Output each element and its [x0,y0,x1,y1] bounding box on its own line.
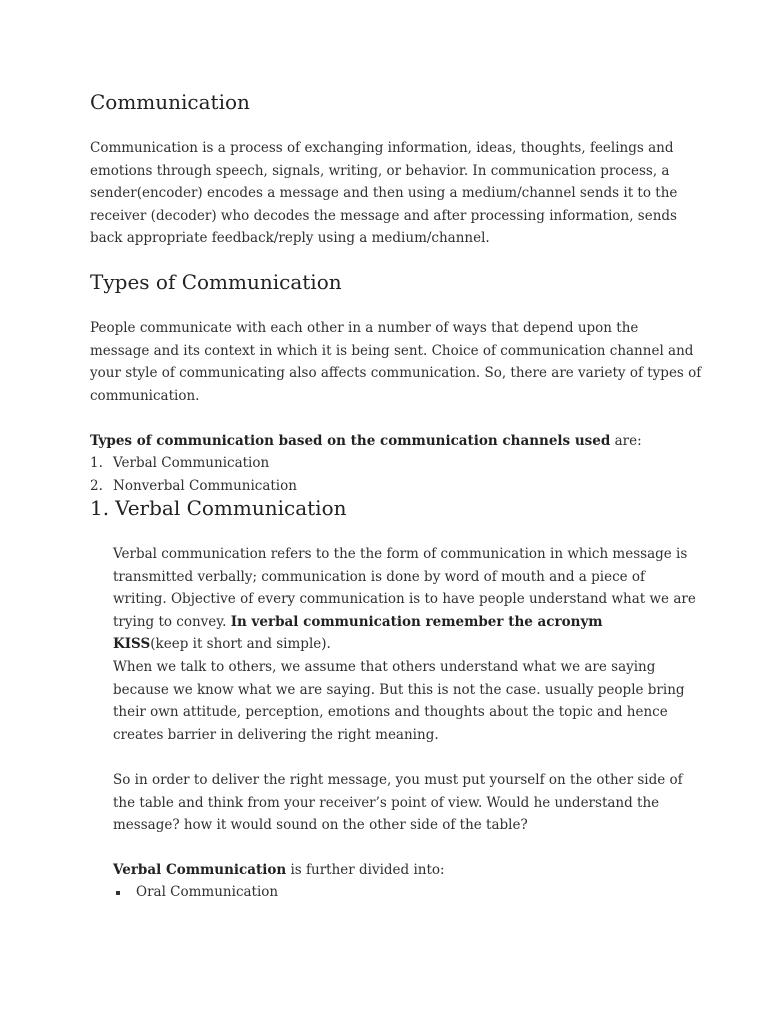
list-item-text: Oral Communication [136,884,279,900]
page-title: Communication [90,90,250,114]
kiss-acronym: KISS [113,636,151,653]
square-bullet-icon [116,891,120,895]
verbal-line: their own attitude, perception, emotions and thoughts about the topic and hence [113,704,668,721]
list-number: 1. [90,455,103,471]
list-number: 2. [90,478,103,494]
types-line: People communicate with each other in a number of ways that depend upon the [90,320,639,336]
list-item [0,475,768,498]
channels-intro-rest: are: [610,433,642,449]
kiss-emphasis: In verbal communication remember the acronym [230,613,603,630]
verbal-heading-number: 1. [90,496,110,520]
kiss-expansion: (keep it short and simple). [150,636,331,653]
types-heading: Types of Communication [90,270,342,294]
verbal-line: because we know what we are saying. But this is not the case. usually people bring [113,681,685,698]
types-paragraph [90,317,702,407]
verbal-paragraph-1 [113,543,713,746]
types-line: your style of communicating also affects communication. So, there are variety of types of [90,365,702,382]
divided-bold: Verbal Communication [113,862,287,878]
verbal-line: creates barrier in delivering the right meaning. [113,726,439,743]
intro-line: Communication is a process of exchanging information, ideas, thoughts, feelings and [90,140,674,156]
intro-line: back appropriate feedback/reply using a medium/channel. [90,230,490,247]
verbal-paragraph-2 [113,769,713,837]
verbal-line [113,633,713,656]
verbal-heading-text: Verbal Communication [115,496,347,520]
intro-line: sender(encoder) encodes a message and then using a medium/channel sends it to the [90,185,678,202]
verbal-line-plain: trying to convey. [113,613,231,630]
channels-intro-bold: Types of communication based on the communication channels used [90,433,611,449]
types-line: communication. [90,387,200,404]
list-item-text: Verbal Communication [113,455,270,471]
verbal-line: message? how it would sound on the other side of the table? [113,817,528,834]
verbal-line: the table and think from your receiver’s point of view. Would he understand the [113,794,660,811]
verbal-line [113,611,713,634]
channels-intro [90,430,690,453]
intro-line: receiver (decoder) who decodes the message and after processing information, sends [90,207,677,224]
verbal-line: When we talk to others, we assume that others understand what we are saying [113,658,656,675]
intro-line: emotions through speech, signals, writing, or behavior. In communication process, a [90,162,670,179]
list-item-text: Nonverbal Communication [113,478,297,494]
verbal-line: transmitted verbally; communication is done by word of mouth and a piece of [113,568,646,585]
verbal-heading [90,496,347,520]
verbal-line: So in order to deliver the right message, you must put yourself on the other side of [113,772,683,788]
divided-rest: is further divided into: [286,862,445,878]
list-item [0,881,768,904]
divided-intro [113,859,713,882]
types-line: message and its context in which it is being sent. Choice of communication channel and [90,342,694,359]
verbal-line: Verbal communication refers to the the form of communication in which message is [113,546,688,562]
list-item [0,452,768,475]
intro-paragraph [90,137,690,250]
verbal-line: writing. Objective of every communication is to have people understand what we are [113,591,696,608]
